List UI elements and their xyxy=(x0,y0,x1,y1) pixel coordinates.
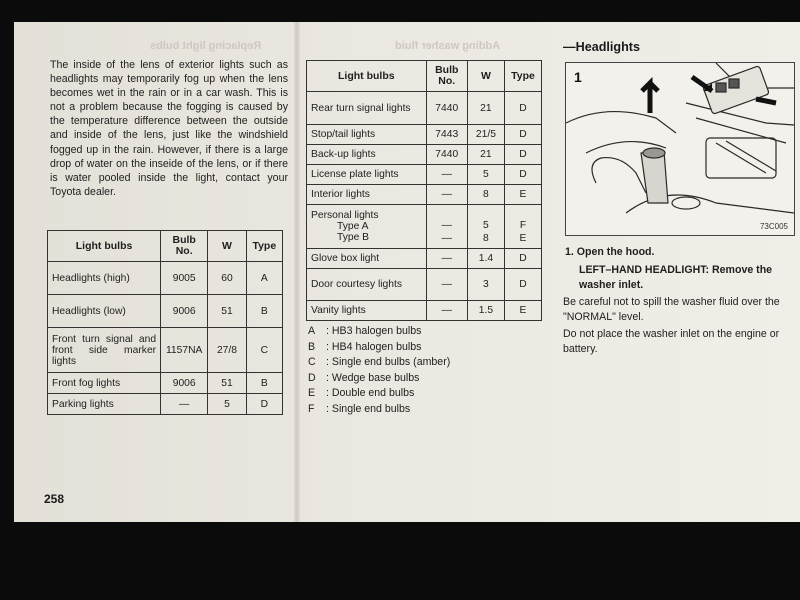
legend-text: : Wedge base bulbs xyxy=(326,371,420,384)
bulb-watts: 21/5 xyxy=(467,125,504,145)
bulb-watts: 3 xyxy=(467,269,504,301)
bulb-type xyxy=(504,205,541,249)
bulb-watts: 60 xyxy=(208,262,246,295)
figure-number: 1 xyxy=(574,69,582,85)
bulb-type: D xyxy=(504,125,541,145)
bulb-number: 9006 xyxy=(161,373,208,394)
bulb-type: C xyxy=(246,328,282,373)
bulb-type: D xyxy=(504,269,541,301)
table-row xyxy=(307,125,542,145)
bulb-type: B xyxy=(246,295,282,328)
bulb-name-main: Personal lights xyxy=(311,210,379,221)
legend-item xyxy=(308,324,450,340)
headlight-illustration xyxy=(565,62,795,236)
bulb-number: — xyxy=(161,394,208,415)
bulb-name: Glove box light xyxy=(307,249,427,269)
bulb-number xyxy=(426,205,467,249)
table-row xyxy=(307,301,542,321)
legend-key: F xyxy=(308,402,315,415)
bulb-subtype-a: Type A xyxy=(337,221,369,232)
bulb-number: — xyxy=(426,185,467,205)
legend-key: A xyxy=(308,325,316,337)
header-watts: W xyxy=(208,231,246,262)
page-number: 258 xyxy=(44,492,65,506)
bulb-name: Vanity lights xyxy=(307,301,427,321)
bulb-type: E xyxy=(504,301,541,321)
bulb-number: — xyxy=(426,269,467,301)
table-row xyxy=(48,373,283,394)
table-row xyxy=(307,205,542,249)
bulb-number-b: — xyxy=(441,233,452,244)
legend-key: E xyxy=(308,387,316,400)
legend-key: B xyxy=(308,340,316,353)
bulb-type: A xyxy=(246,262,282,295)
bulb-number: 7440 xyxy=(426,145,467,165)
legend-item xyxy=(308,402,450,418)
bulb-watts-a: 5 xyxy=(483,220,489,231)
bleed-through-heading-middle: Adding washer fluid xyxy=(395,40,501,52)
section-heading: —Headlights xyxy=(563,40,640,54)
bulb-watts: 8 xyxy=(467,185,504,205)
header-bulb-no: Bulb No. xyxy=(426,61,467,92)
header-light-bulbs: Light bulbs xyxy=(307,61,427,92)
bulb-watts: 51 xyxy=(208,295,246,328)
legend-text: : Single end bulbs (amber) xyxy=(326,356,451,369)
bulb-watts: 27/8 xyxy=(208,328,246,373)
bulb-watts: 1.4 xyxy=(467,249,504,269)
bulb-name xyxy=(307,205,427,249)
caution-note: Be careful not to spill the washer fluid over the "NORMAL" level. xyxy=(563,296,780,323)
bulb-type: E xyxy=(504,185,541,205)
bulb-number: — xyxy=(426,249,467,269)
bulb-type: B xyxy=(246,373,282,394)
header-type: Type xyxy=(504,61,541,92)
bulb-name: Front turn signal and front side marker lights xyxy=(48,328,161,373)
legend-item xyxy=(308,386,450,402)
bulb-number: 7440 xyxy=(426,92,467,125)
legend-text: : Single end bulbs xyxy=(326,402,411,415)
table-header-row xyxy=(307,61,542,92)
table-row xyxy=(307,145,542,165)
table-row xyxy=(48,295,283,328)
bleed-through-heading-left: Replacing light bulbs xyxy=(150,40,262,52)
bulb-watts: 21 xyxy=(467,92,504,125)
bulb-name: Door courtesy lights xyxy=(307,269,427,301)
bulb-watts: 21 xyxy=(467,145,504,165)
bulb-name: Interior lights xyxy=(307,185,427,205)
bulb-number: 9006 xyxy=(161,295,208,328)
page-gutter xyxy=(294,22,300,522)
header-watts: W xyxy=(467,61,504,92)
legend-text: : HB4 halogen bulbs xyxy=(326,340,422,353)
bulb-name: Rear turn signal lights xyxy=(307,92,427,125)
bulb-watts: 51 xyxy=(208,373,246,394)
bulb-name: Headlights (high) xyxy=(48,262,161,295)
bulb-name: Parking lights xyxy=(48,394,161,415)
legend-item xyxy=(308,371,450,387)
caution-note: Do not place the washer inlet on the engine or battery. xyxy=(563,328,780,355)
table-row xyxy=(307,165,542,185)
bulb-name: Back-up lights xyxy=(307,145,427,165)
bulb-number: — xyxy=(426,165,467,185)
bulb-table-left xyxy=(47,230,283,415)
table-row xyxy=(307,249,542,269)
legend-text: : Double end bulbs xyxy=(326,387,415,400)
step-1: 1. Open the hood. xyxy=(565,246,655,258)
legend-item xyxy=(308,355,450,371)
bulb-watts xyxy=(467,205,504,249)
legend-text: : HB3 halogen bulbs xyxy=(326,325,422,337)
bulb-number-a: — xyxy=(441,220,452,231)
bulb-type-a: F xyxy=(519,220,527,231)
table-header-row xyxy=(48,231,283,262)
fogging-paragraph: The inside of the lens of exterior lights such as headlights may temporarily fog up when the lens becomes wet in the rain or in a car wash. This is not a problem because the fogging is caused by the temperature difference between the outside and inside of the lens, just like the windshield fogged up in the rain. However, if there is a large drop of water on the inseide of the lens, or if there is water pooled inside the light, contact your Toyota dealer. xyxy=(50,59,288,198)
bulb-name: Stop/tail lights xyxy=(307,125,427,145)
table-row xyxy=(48,262,283,295)
header-light-bulbs: Light bulbs xyxy=(48,231,161,262)
bulb-watts: 5 xyxy=(208,394,246,415)
bulb-subtype-b: Type B xyxy=(337,232,370,243)
table-row xyxy=(307,92,542,125)
bulb-type: D xyxy=(504,92,541,125)
bulb-type: D xyxy=(504,145,541,165)
bulb-watts: 1.5 xyxy=(467,301,504,321)
step-instruction: LEFT–HAND HEADLIGHT: Remove the washer inlet. xyxy=(579,264,773,291)
bulb-watts-b: 8 xyxy=(483,233,489,244)
bulb-number: — xyxy=(426,301,467,321)
header-bulb-no: Bulb No. xyxy=(161,231,208,262)
bulb-type: D xyxy=(246,394,282,415)
table-row xyxy=(307,269,542,301)
legend-key: C xyxy=(308,356,316,369)
legend-key: D xyxy=(308,371,316,384)
header-type: Type xyxy=(246,231,282,262)
bulb-watts: 5 xyxy=(467,165,504,185)
bulb-number: 7443 xyxy=(426,125,467,145)
bulb-name: Headlights (low) xyxy=(48,295,161,328)
table-row xyxy=(48,394,283,415)
bulb-name: Front fog lights xyxy=(48,373,161,394)
bulb-type: D xyxy=(504,165,541,185)
legend-item xyxy=(308,340,450,356)
table-row xyxy=(307,185,542,205)
bulb-number: 1157NA xyxy=(161,328,208,373)
bulb-name: License plate lights xyxy=(307,165,427,185)
table-row xyxy=(48,328,283,373)
figure-code: 73C005 xyxy=(759,222,788,231)
engine-bay-drawing xyxy=(566,63,794,235)
bulb-table-middle xyxy=(306,60,542,321)
bulb-type-b: E xyxy=(519,233,527,244)
bulb-number: 9005 xyxy=(161,262,208,295)
bulb-type-legend xyxy=(308,324,450,418)
bulb-type: D xyxy=(504,249,541,269)
